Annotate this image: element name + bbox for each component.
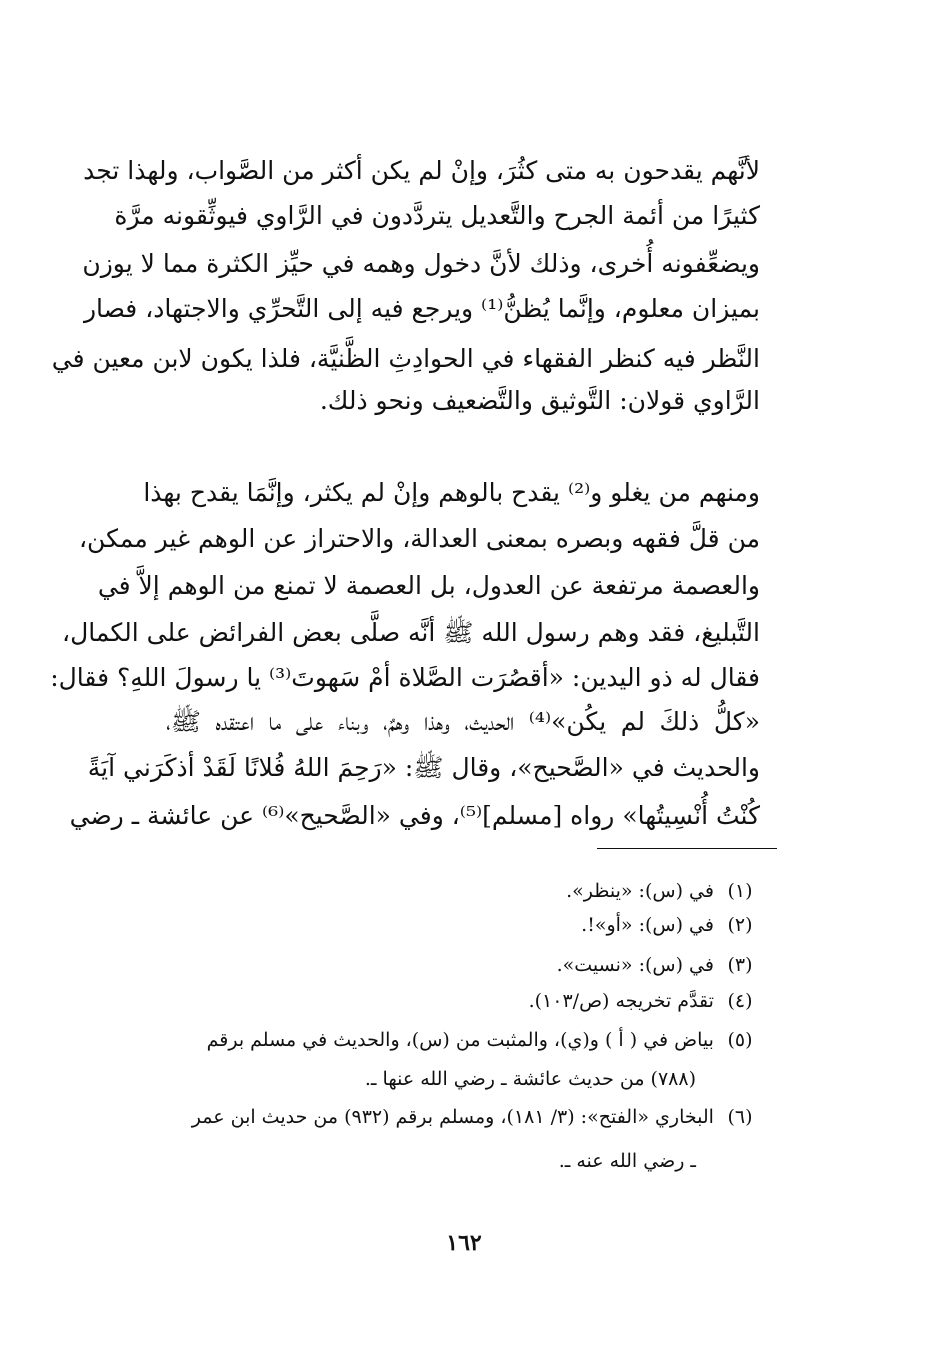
footnote-6-number: (٦) bbox=[727, 1106, 753, 1128]
paragraph-1-line-6: الرَّاوي قولان: التَّوثيق والتَّضعيف ونحو ذلك. bbox=[319, 386, 760, 415]
footnote-2-text: في (س): «أو»!. bbox=[581, 914, 714, 936]
footnote-5-continuation: (٧٨٨) من حديث عائشة ـ رضي الله عنها ـ. bbox=[364, 1068, 696, 1090]
paragraph-1-line-5: النَّظر فيه كنظر الفقهاء في الحوادِثِ الظَّنيَّة، فلذا يكون لابن معين في bbox=[51, 344, 760, 373]
paragraph-2-line-8: كُنْتُ أُنْسِيتُها» رواه [مسلم]⁽⁵⁾، وفي «الصَّحيح»⁽⁶⁾ عن عائشة ـ رضي bbox=[69, 801, 760, 830]
paragraph-2-line-1: ومنهم من يغلو و⁽²⁾ يقدح بالوهم وإنْ لم يكثر، وإنَّمَا يقدح بهذا bbox=[143, 478, 760, 507]
page-number: ١٦٢ bbox=[446, 1230, 482, 1256]
footnote-1 bbox=[160, 876, 760, 908]
paragraph-1-line-4: بميزان معلوم، وإنَّما يُظنُّ⁽¹⁾ ويرجع فيه إلى التَّحرِّي والاجتهاد، فصار bbox=[83, 294, 760, 323]
footnote-4-text: تقدَّم تخريجه (ص/١٠٣). bbox=[528, 990, 714, 1012]
footnote-6-text: البخاري «الفتح»: (٣/ ١٨١)، ومسلم برقم (٩٣٢) من حديث ابن عمر bbox=[191, 1106, 714, 1128]
paragraph-2-line-4: التَّبليغ، فقد وهم رسول الله ﷺ أنَّه صلَّى بعض الفرائض على الكمال، bbox=[62, 618, 760, 647]
footnote-5-text: بياض في ( أ ) و(ي)، والمثبت من (س)، والحديث في مسلم برقم bbox=[206, 1029, 714, 1051]
footnote-separator bbox=[597, 848, 777, 849]
paragraph-2-line-6: «كلُّ ذلكَ لم يكُن»⁽⁴⁾ الحديث، وهذا وهمٌ، وبناء على ما اعتقده ﷺ، bbox=[166, 707, 760, 736]
footnote-1-text: في (س): «ينظر». bbox=[566, 880, 714, 902]
footnote-3-number: (٣) bbox=[727, 954, 753, 976]
footnote-5-number: (٥) bbox=[727, 1029, 753, 1051]
footnote-6 bbox=[160, 1102, 760, 1134]
paragraph-2-line-2: من قلَّ فقهه وبصره بمعنى العدالة، والاحتراز عن الوهم غير ممكن، bbox=[78, 524, 760, 553]
paragraph-2-line-3: والعصمة مرتفعة عن العدول، بل العصمة لا تمنع من الوهم إلاَّ في bbox=[97, 571, 760, 600]
footnote-2 bbox=[160, 910, 760, 942]
footnote-4 bbox=[160, 986, 760, 1018]
paragraph-1-line-2: كثيرًا من أئمة الجرح والتَّعديل يتردَّدون في الرَّاوي فيوثِّقونه مرَّة bbox=[114, 201, 760, 230]
paragraph-2-line-5: فقال له ذو اليدين: «أقصُرَت الصَّلاة أمْ سَهوتَ⁽³⁾ يا رسولَ اللهِ؟ فقال: bbox=[50, 663, 760, 692]
footnote-3-text: في (س): «نسيت». bbox=[556, 954, 714, 976]
footnote-2-number: (٢) bbox=[727, 914, 753, 936]
footnote-4-number: (٤) bbox=[727, 990, 753, 1012]
footnote-5 bbox=[160, 1025, 760, 1057]
paragraph-1-line-3: ويضعِّفونه أُخرى، وذلك لأنَّ دخول وهمه في حيِّز الكثرة مما لا يوزن bbox=[82, 249, 760, 278]
footnote-3 bbox=[160, 950, 760, 982]
paragraph-1-line-1: لأنَّهم يقدحون به متى كثُرَ، وإنْ لم يكن أكثر من الصَّواب، ولهذا تجد bbox=[83, 156, 760, 185]
footnote-1-number: (١) bbox=[727, 880, 753, 902]
footnote-6-continuation: ـ رضي الله عنه ـ. bbox=[558, 1150, 696, 1172]
paragraph-2-line-7: والحديث في «الصَّحيح»، وقال ﷺ: «رَحِمَ اللهُ فُلانًا لَقَدْ أذكَرَني آيَةً bbox=[87, 753, 760, 782]
